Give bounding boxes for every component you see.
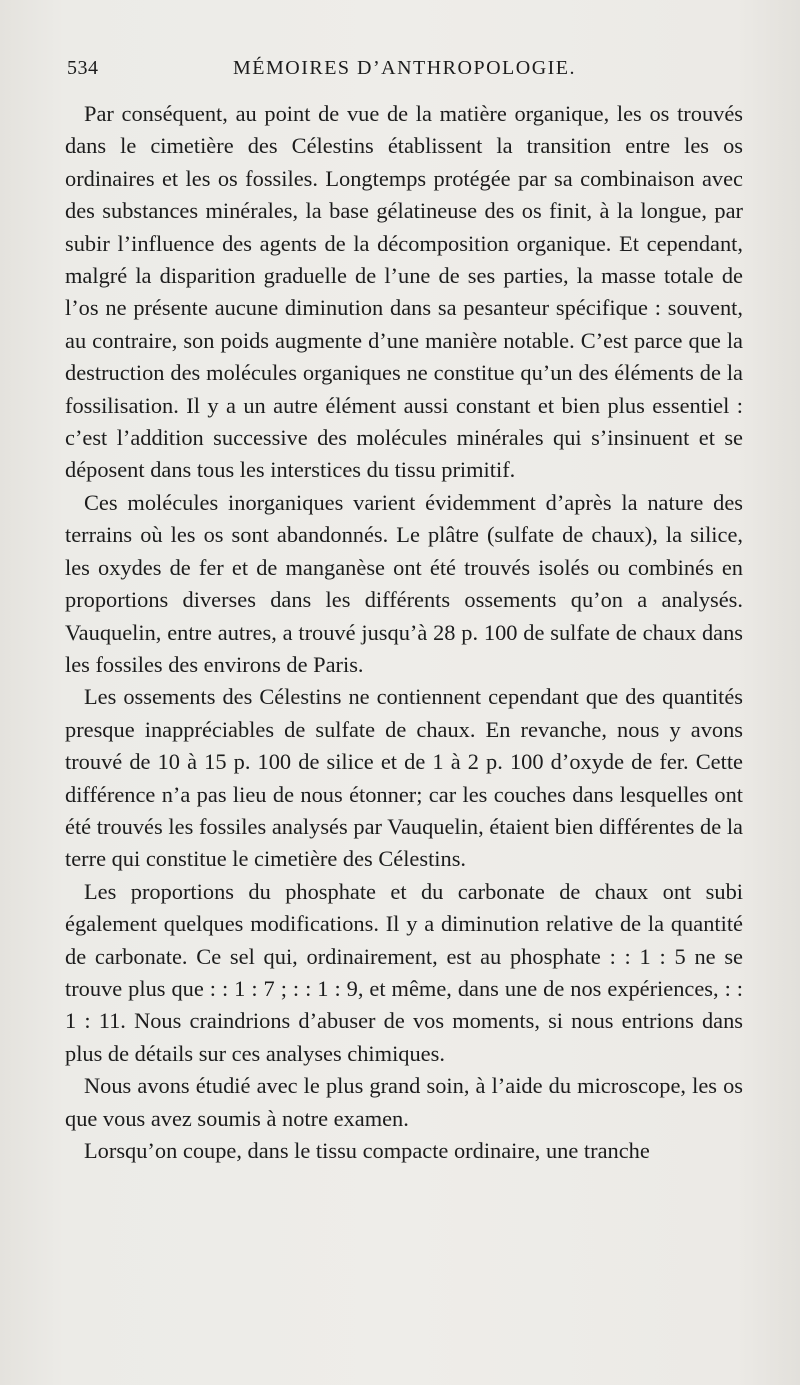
paragraph: Les ossements des Célestins ne contiennent cependant que des quantités presque inappréciables de sulfate de chaux. En revanche, nous y avons trouvé de 10 à 15 p. 100 de silice et de 1 à 2 p. 100 d’oxyde de fer. Cette différence n’a pas lieu de nous étonner; car les couches dans lesquelles ont été trouvés les fossiles analysés par Vauquelin, étaient bien différentes de la terre qui constitue le cimetière des Célestins.: [65, 684, 743, 872]
paragraph: Lorsqu’on coupe, dans le tissu compacte ordinaire, une tranche: [84, 1138, 650, 1163]
paragraph: Par conséquent, au point de vue de la matière organique, les os trouvés dans le cimetière des Célestins établissent la transition entre les os ordinaires et les os fossiles. Longtemps protégée par sa combinaison avec des substances minérales, la base gélatineuse des os finit, à la longue, par subir l’influence des agents de la décomposition organique. Et cependant, malgré la disparition graduelle de l’une de ses parties, la masse totale de l’os ne présente aucune diminution dans sa pesanteur spécifique : souvent, au contraire, son poids augmente d’une manière notable. C’est parce que la destruction des molécules organiques ne constitue qu’un des éléments de la fossilisation. Il y a un autre élément aussi constant et bien plus essentiel : c’est l’addition successive des molécules minérales qui s’insinuent et se déposent dans tous les interstices du tissu primitif.: [65, 101, 743, 483]
page-header: [67, 57, 742, 87]
running-title: MÉMOIRES D’ANTHROPOLOGIE.: [232, 57, 577, 79]
paragraph: Ces molécules inorganiques varient évidemment d’après la nature des terrains où les os sont abandonnés. Le plâtre (sulfate de chaux), la silice, les oxydes de fer et de manganèse ont été trouvés isolés ou combinés en proportions diverses dans les différents ossements qu’on a analysés. Vauquelin, entre autres, a trouvé jusqu’à 28 p. 100 de sulfate de chaux dans les fossiles des environs de Paris.: [65, 489, 743, 677]
paragraph: Les proportions du phosphate et du carbonate de chaux ont subi également quelques modifications. Il y a diminution relative de la quantité de carbonate. Ce sel qui, ordinairement, est au phosphate : : 1 : 5 ne se trouve plus que : : 1 : 7 ; : : 1 : 9, et même, dans une de nos expériences, : : 1 : 11. Nous craindrions d’abuser de vos moments, si nous entrions dans plus de détails sur ces analyses chimiques.: [65, 878, 743, 1066]
page-number: 534: [67, 57, 99, 79]
body-text: [65, 98, 743, 1167]
paragraph: Nous avons étudié avec le plus grand soin, à l’aide du microscope, les os que vous avez soumis à notre examen.: [65, 1073, 743, 1131]
